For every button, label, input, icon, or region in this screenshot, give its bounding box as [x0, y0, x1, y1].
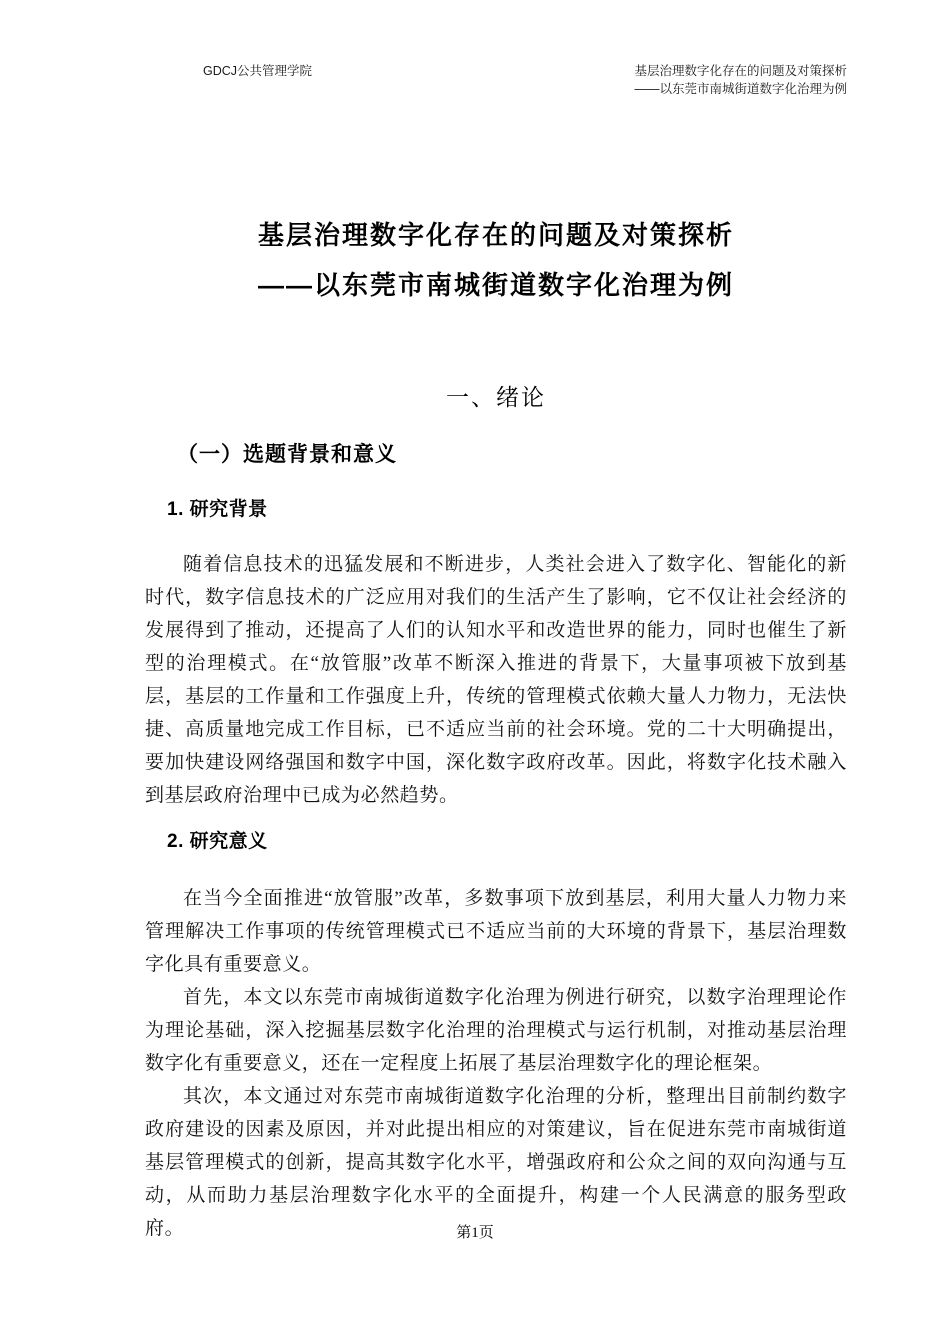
page-footer	[0, 1222, 950, 1244]
paragraph-significance-second: 其次，本文通过对东莞市南城街道数字化治理的分析，整理出目前制约数字政府建设的因素及原因，并对此提出相应的对策建议，旨在促进东莞市南城街道基层管理模式的创新，提高其数字化水平，增强政府和公众之间的双向沟通与互动，从而助力基层治理数字化水平的全面提升，构建一个人民满意的服务型政府。	[145, 1086, 847, 1239]
thesis-title	[145, 210, 847, 310]
running-header	[145, 62, 847, 98]
subsection-heading-research-background: 1. 研究背景	[167, 499, 268, 520]
paragraph-significance-first: 首先，本文以东莞市南城街道数字化治理为例进行研究，以数字治理理论作为理论基础，深入挖掘基层数字化治理的治理模式与运行机制，对推动基层治理数字化有重要意义，还在一定程度上拓展了基层治理数字化的理论框架。	[145, 987, 847, 1074]
header-institution: GDCJ公共管理学院	[203, 64, 313, 78]
header-title-line1: 基层治理数字化存在的问题及对策探析	[634, 64, 847, 78]
thesis-title-line2: ——以东莞市南城街道数字化治理为例	[257, 270, 734, 300]
paragraph-research-background: 随着信息技术的迅猛发展和不断进步，人类社会进入了数字化、智能化的新时代，数字信息技术的广泛应用对我们的生活产生了影响，它不仅让社会经济的发展得到了推动，还提高了人们的认知水平和改造世界的能力，同时也催生了新型的治理模式。在“放管服”改革不断深入推进的背景下，大量事项被下放到基层，基层的工作量和工作强度上升，传统的管理模式依赖大量人力物力，无法快捷、高质量地完成工作目标，已不适应当前的社会环境。党的二十大明确提出，要加快建设网络强国和数字中国，深化数字政府改革。因此，将数字化技术融入到基层政府治理中已成为必然趋势。	[145, 554, 847, 806]
header-title-block	[634, 62, 847, 98]
page-number: 第1页	[456, 1225, 494, 1241]
section-heading-background-significance: （一）选题背景和意义	[177, 443, 397, 466]
subsection-heading-research-significance: 2. 研究意义	[167, 831, 268, 852]
chapter-heading-introduction: 一、绪论	[446, 384, 546, 410]
thesis-title-line1: 基层治理数字化存在的问题及对策探析	[257, 220, 734, 250]
paragraph-significance-overview: 在当今全面推进“放管服”改革，多数事项下放到基层，利用大量人力物力来管理解决工作事项的传统管理模式已不适应当前的大环境的背景下，基层治理数字化具有重要意义。	[145, 888, 847, 975]
header-title-line2: ——以东莞市南城街道数字化治理为例	[634, 82, 847, 96]
